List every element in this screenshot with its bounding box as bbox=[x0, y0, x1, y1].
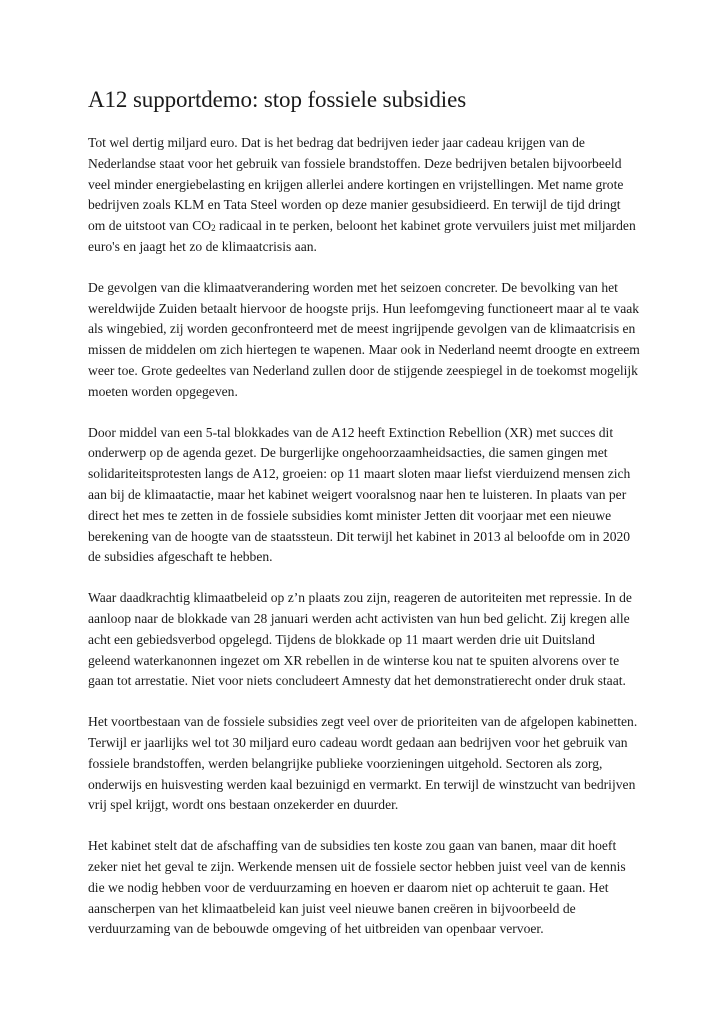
paragraph-3: Door middel van een 5-tal blokkades van de A12 heeft Extinction Rebellion (XR) met succes dit onderwerp op de agenda gezet. De burgerlijke ongehoorzaamheidsacties, die samen gingen met solidariteitsprotesten langs de A12, groeien: op 11 maart sloten maar liefst vierduizend mensen zich aan bij de klimaatactie, maar het kabinet weigert vooralsnog naar hen te luisteren. In plaats van per direct het mes te zetten in de fossiele subsidies komt minister Jetten dit voorjaar met een nieuwe berekening van de hoogte van de staatssteun. Dit terwijl het kabinet in 2013 al beloofde om in 2020 de subsidies afgeschaft te hebben. bbox=[88, 424, 631, 565]
paragraph-6: Het kabinet stelt dat de afschaffing van de subsidies ten koste zou gaan van banen, maar dit hoeft zeker niet het geval te zijn. Werkende mensen uit de fossiele sector hebben juist veel van de kennis die we nodig hebben voor de verduurzaming en hoeven er daarom niet op achteruit te gaan. Het aanscherpen van het klimaatbeleid kan juist veel nieuwe banen creëren in bijvoorbeeld de verduurzaming van de bebouwde omgeving of het uitbreiden van openbaar vervoer. bbox=[88, 838, 626, 937]
paragraph-2: De gevolgen van die klimaatverandering worden met het seizoen concreter. De bevolking van het wereldwijde Zuiden betaalt hiervoor de hoogste prijs. Hun leefomgeving functioneert maar al te vaak als wingebied, zij worden geconfronteerd met de meest ingrijpende gevolgen van de klimaatcrisis en missen de middelen om zich hiertegen te wapenen. Maar ook in Nederland neemt droogte en extreem weer toe. Grote gedeeltes van Nederland zullen door de stijgende zeespiegel in de toekomst mogelijk moeten worden opgegeven. bbox=[88, 279, 640, 399]
paragraph-1-text-before: Tot wel dertig miljard euro. Dat is het bedrag dat bedrijven ieder jaar cadeau krijgen van de Nederlandse staat voor het gebruik van fossiele brandstoffen. Deze bedrijven betalen bijvoorbeeld veel minder energiebelasting en krijgen allerlei andere kortingen en vrijstellingen. Met name grote bedrijven zoals KLM en Tata Steel worden op deze manier gesubsidieerd. En terwijl de tijd dringt om de uitstoot van CO bbox=[88, 135, 624, 234]
paragraph-4: Waar daadkrachtig klimaatbeleid op z’n plaats zou zijn, reageren de autoriteiten met repressie. In de aanloop naar de blokkade van 28 januari werden acht activisten van hun bed gelicht. Zij kregen alle acht een gebiedsverbod opgelegd. Tijdens de blokkade op 11 maart werden drie uit Duitsland geleend waterkanonnen ingezet om XR rebellen in de winterse kou nat te spuiten alvorens over te gaan tot arrestatie. Niet voor niets concludeert Amnesty dat het demonstratierecht onder druk staat. bbox=[88, 590, 632, 689]
document-page bbox=[88, 84, 640, 960]
paragraph-1-text-after: radicaal in te perken, beloont het kabinet grote vervuilers juist met miljarden euro's en jaagt het zo de klimaatcrisis aan. bbox=[88, 218, 636, 254]
document-title: A12 supportdemo: stop fossiele subsidies bbox=[88, 87, 467, 112]
paragraph-5: Het voortbestaan van de fossiele subsidies zegt veel over de prioriteiten van de afgelopen kabinetten. Terwijl er jaarlijks wel tot 30 miljard euro cadeau wordt gedaan aan bedrijven voor het gebruik van fossiele brandstoffen, werden belangrijke publieke voorzieningen uitgehold. Sectoren als zorg, onderwijs en huisvesting werden kaal bezuinigd en vermarkt. En terwijl de winstzucht van bedrijven vrij spel krijgt, wordt ons bestaan onzekerder en duurder. bbox=[88, 714, 638, 813]
co2-subscript: 2 bbox=[211, 223, 216, 234]
paragraph-1 bbox=[88, 133, 640, 258]
